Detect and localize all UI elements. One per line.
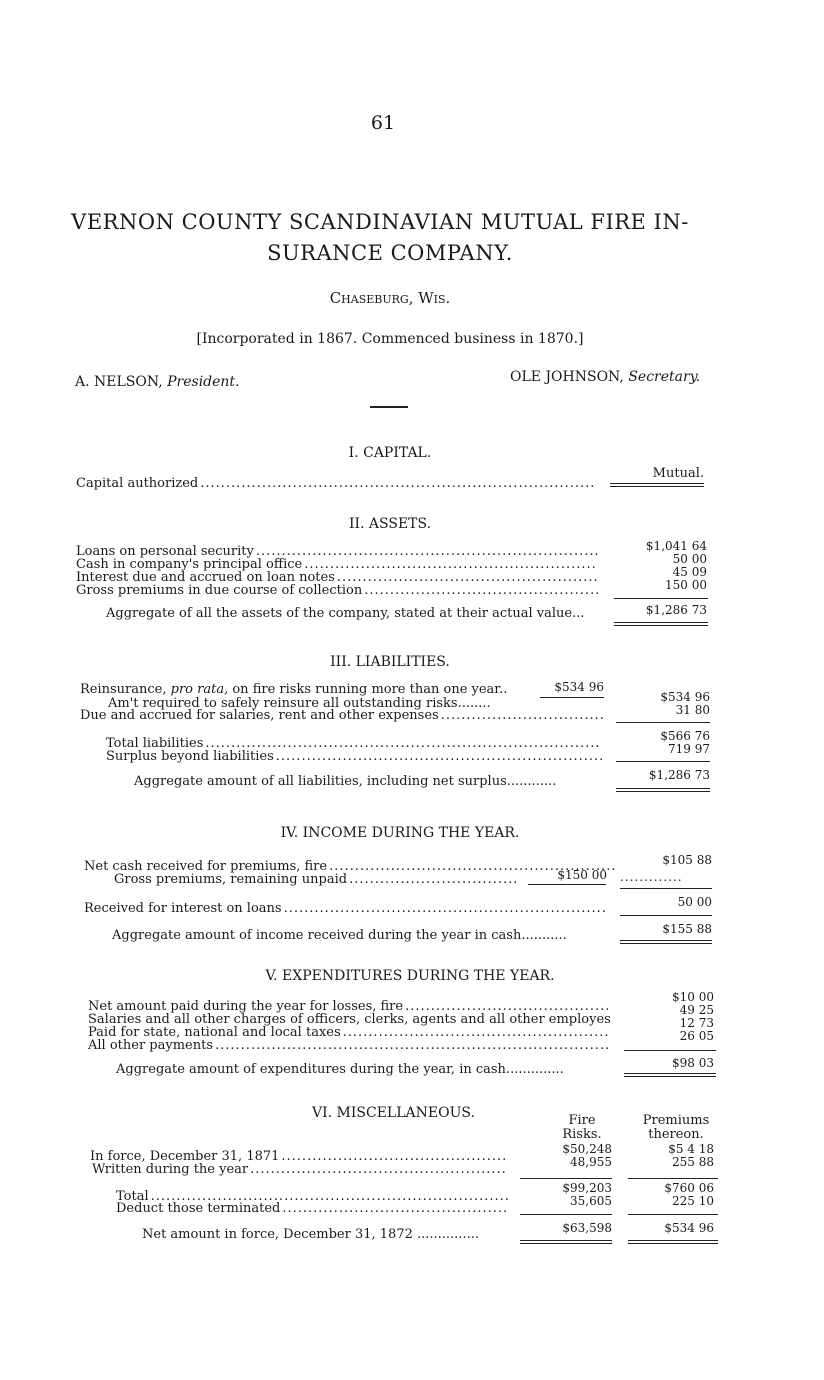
page-title: VERNON COUNTY SCANDINAVIAN MUTUAL FIRE IN- — [71, 210, 689, 234]
misc-col-risks-line1: Fire — [568, 1113, 596, 1128]
due-row — [80, 709, 604, 723]
misc-premiums-value: 255 88 — [672, 1155, 714, 1169]
misc-row-label: Written during the year — [92, 1162, 249, 1177]
reinsure-value: $534 96 — [660, 690, 710, 704]
asset-value: 50 00 — [672, 552, 707, 566]
liabilities-aggregate-value: $1,286 73 — [648, 768, 710, 782]
assets-total-value: $1,286 73 — [645, 603, 707, 617]
income-interest-top-rule — [620, 888, 712, 889]
asset-row — [76, 585, 598, 597]
expenditures-aggregate-rule — [624, 1073, 716, 1077]
capital-row — [76, 477, 596, 491]
liabilities-aggregate-label: Aggregate amount of all liabilities, including net surplus............ — [134, 774, 557, 789]
misc-row — [92, 1164, 508, 1176]
misc-risks-value: 48,955 — [570, 1155, 612, 1169]
income-gross-label: Gross premiums, remaining unpaid — [114, 872, 348, 887]
location: Chaseburg, Wis. — [329, 289, 451, 307]
misc-risks-value: $99,203 — [562, 1181, 612, 1195]
reinsurance-prefix: Reinsurance, — [80, 682, 167, 697]
expenditures-aggregate-label: Aggregate amount of expenditures during the year, in cash.............. — [116, 1062, 564, 1077]
assets-total-rule — [614, 622, 708, 626]
reinsurance-inner-value: $534 96 — [554, 680, 604, 694]
income-subtotal-rule — [620, 915, 712, 916]
income-premiums-label: Net cash received for premiums, fire — [84, 859, 328, 874]
asset-label: Loans on personal security — [76, 544, 254, 559]
income-aggregate-rule — [620, 940, 712, 944]
liabilities-aggregate-rule — [616, 788, 710, 792]
expenditure-value: 49 25 — [679, 1003, 714, 1017]
president-title: President. — [167, 374, 240, 390]
misc-row-label: Total — [116, 1189, 149, 1204]
misc-col-risks-line2: Risks. — [562, 1127, 602, 1142]
income-heading: IV. INCOME DURING THE YEAR. — [280, 825, 520, 841]
expenditure-value: 26 05 — [679, 1029, 714, 1043]
surplus-value: 719 97 — [668, 742, 710, 756]
liabilities-total-rule — [616, 761, 710, 762]
misc-subtotal-rule-premiums — [628, 1178, 718, 1179]
income-gross-leader: ............. — [620, 870, 683, 884]
assets-subtotal-rule — [614, 598, 708, 599]
expenditure-row — [88, 1040, 608, 1052]
capital-rule — [610, 483, 704, 487]
page-number: 61 — [370, 112, 396, 134]
misc-row-label: In force, December 31, 1871 — [90, 1149, 280, 1164]
expenditures-heading: V. EXPENDITURES DURING THE YEAR. — [265, 968, 555, 984]
misc-net-rule — [520, 1214, 612, 1215]
misc-row-label: Deduct those terminated — [116, 1201, 281, 1216]
asset-value: 45 09 — [672, 565, 707, 579]
misc-net-double-rule — [520, 1240, 612, 1244]
reinsurance-row — [80, 683, 507, 697]
secretary — [510, 369, 700, 385]
misc-premiums-value: $760 06 — [664, 1181, 714, 1195]
asset-label: Cash in company's principal office — [76, 557, 303, 572]
misc-net-double-rule-premiums — [628, 1240, 718, 1244]
assets-heading: II. ASSETS. — [348, 516, 432, 532]
income-gross-row — [114, 873, 518, 887]
assets-total-label: Aggregate of all the assets of the company, stated at their actual value... — [106, 606, 585, 621]
expenditure-label: All other payments — [88, 1038, 214, 1053]
misc-net-risks: $63,598 — [562, 1221, 612, 1235]
misc-premiums-value: $5 4 18 — [668, 1142, 714, 1156]
income-interest-row — [84, 902, 606, 916]
capital-heading: I. CAPITAL. — [348, 445, 432, 461]
misc-row — [116, 1203, 508, 1215]
total-liabilities-value: $566 76 — [660, 729, 710, 743]
president — [75, 374, 240, 390]
due-value: 31 80 — [675, 703, 710, 717]
income-interest-label: Received for interest on loans — [84, 901, 282, 916]
capital-label: Capital authorized — [76, 476, 199, 491]
reinsure-row: Am't required to safely reinsure all outstanding risks........ — [108, 696, 491, 711]
misc-subtotal-rule — [520, 1178, 612, 1179]
misc-premiums-value: 225 10 — [672, 1194, 714, 1208]
income-premiums-value: $105 88 — [662, 853, 712, 867]
misc-col-premiums-line2: thereon. — [648, 1127, 704, 1142]
expenditure-label: Paid for state, national and local taxes — [88, 1025, 341, 1040]
surplus-label: Surplus beyond liabilities — [106, 749, 274, 764]
incorporation-note: [Incorporated in 1867. Commenced business in 1870.] — [196, 331, 584, 347]
misc-net-rule-premiums — [628, 1214, 718, 1215]
reinsurance-inner-rule — [540, 697, 604, 698]
reinsurance-suffix: on fire risks running more than one year.. — [232, 682, 508, 697]
total-liabilities-label: Total liabilities — [106, 736, 204, 751]
misc-col-risks-header — [552, 1114, 612, 1142]
expenditures-aggregate-value: $98 03 — [672, 1056, 714, 1070]
secretary-title: Secretary. — [628, 369, 701, 385]
misc-risks-value: $50,248 — [562, 1142, 612, 1156]
secretary-name: OLE JOHNSON, — [510, 369, 624, 385]
misc-col-premiums-header — [634, 1114, 718, 1142]
asset-label: Interest due and accrued on loan notes — [76, 570, 335, 585]
capital-value: Mutual. — [652, 466, 704, 481]
misc-heading: VI. MISCELLANEOUS. — [312, 1105, 475, 1121]
expenditure-value: 12 73 — [679, 1016, 714, 1030]
due-label: Due and accrued for salaries, rent and other expenses — [80, 708, 439, 723]
president-name: A. NELSON, — [75, 374, 163, 390]
surplus-row — [106, 750, 602, 764]
title-divider — [370, 406, 408, 408]
asset-value: $1,041 64 — [645, 539, 707, 553]
liabilities-heading: III. LIABILITIES. — [330, 654, 450, 670]
income-aggregate-value: $155 88 — [662, 922, 712, 936]
income-gross-rule — [528, 884, 606, 885]
income-interest-value: 50 00 — [677, 895, 712, 909]
asset-label: Gross premiums in due course of collection — [76, 583, 363, 598]
income-aggregate-label: Aggregate amount of income received during the year in cash........... — [112, 928, 567, 943]
misc-net-label: Net amount in force, December 31, 1872 ............... — [142, 1227, 479, 1242]
expenditure-label: Salaries and all other charges of officers, clerks, agents and all other employes — [88, 1012, 611, 1027]
expenditure-value: $10 00 — [672, 990, 714, 1004]
misc-risks-value: 35,605 — [570, 1194, 612, 1208]
income-gross-value: $150 00 — [557, 868, 607, 882]
asset-value: 150 00 — [665, 578, 707, 592]
expenditure-label: Net amount paid during the year for losses, fire — [88, 999, 404, 1014]
page-title-continued: SURANCE COMPANY. — [267, 241, 513, 265]
liabilities-subtotal-rule — [616, 722, 710, 723]
misc-net-premiums: $534 96 — [664, 1221, 714, 1235]
reinsurance-italic: pro rata, — [170, 682, 229, 697]
misc-col-premiums-line1: Premiums — [642, 1113, 710, 1128]
expenditures-subtotal-rule — [624, 1050, 716, 1051]
